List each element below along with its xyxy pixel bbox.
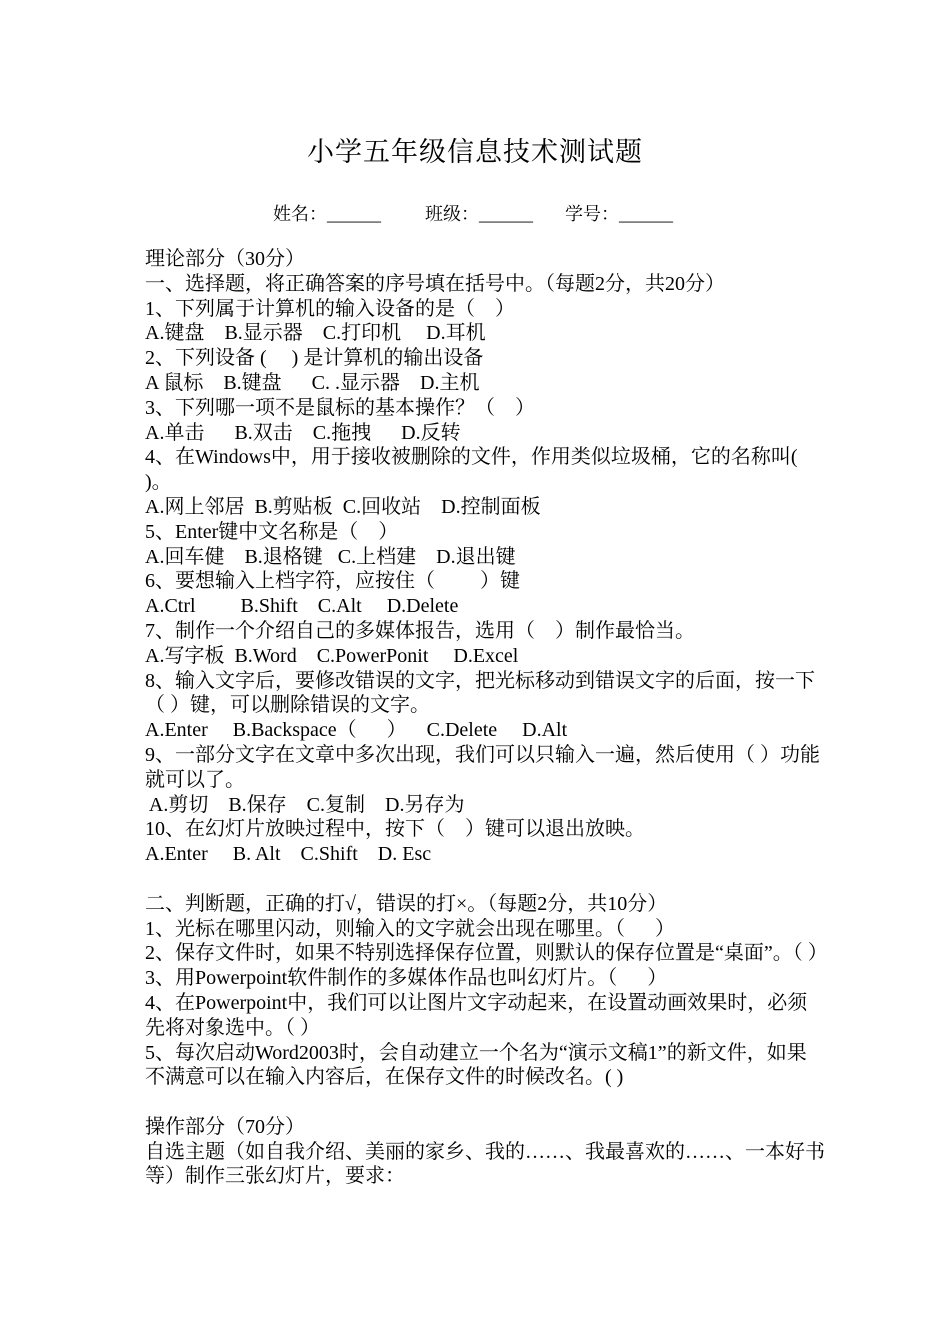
name-field: 姓名：______	[273, 204, 381, 224]
operation-header: 操作部分（70分）	[145, 1115, 305, 1138]
question-4: 4、在Windows中，用于接收被删除的文件，作用类似垃圾桶，它的名称叫( )。	[145, 446, 798, 494]
question-2: 2、下列设备 ( ) 是计算机的输出设备	[145, 347, 484, 370]
question-8: 8、输入文字后，要修改错误的文字，把光标移动到错误文字的后面，按一下（ ）键，可以删除错误的文字。	[145, 669, 815, 717]
page-title: 小学五年级信息技术测试题	[307, 137, 643, 167]
question-5-options: A.回车健 B.退格键 C.上档建 D.退出键	[145, 545, 516, 568]
question-10-options: A.Enter B. Alt C.Shift D. Esc	[145, 843, 432, 866]
question-7-options: A.写字板 B.Word C.PowerPonit D.Excel	[145, 644, 519, 667]
judge-1: 1、光标在哪里闪动，则输入的文字就会出现在哪里。（ ）	[145, 917, 675, 940]
id-field: 学号：______	[565, 204, 673, 224]
judge-header: 二、判断题，正确的打√，错误的打×。（每题2分，共10分）	[145, 892, 668, 915]
question-9-options: A.剪切 B.保存 C.复制 D.另存为	[145, 793, 465, 816]
exam-content	[145, 247, 828, 1189]
judge-3: 3、用Powerpoint软件制作的多媒体作品也叫幻灯片。（ ）	[145, 967, 668, 990]
judge-5: 5、每次启动Word2003时，会自动建立一个名为“演示文稿1”的新文件，如果不满意可以在输入内容后，在保存文件的时候改名。( )	[145, 1041, 807, 1089]
theory-header: 理论部分（30分）	[145, 248, 305, 270]
question-1-options: A.键盘 B.显示器 C.打印机 D.耳机	[145, 322, 486, 345]
question-2-options: A 鼠标 B.键盘 C. .显示器 D.主机	[145, 371, 480, 394]
question-3-options: A.单击 B.双击 C.拖拽 D.反转	[145, 421, 461, 444]
spacer	[145, 867, 825, 892]
question-1: 1、下列属于计算机的输入设备的是（ ）	[145, 297, 515, 320]
question-7: 7、制作一个介绍自己的多媒体报告，选用（ ）制作最恰当。	[145, 619, 695, 642]
class-field: 班级：______	[425, 204, 533, 224]
question-6-options: A.Ctrl B.Shift C.Alt D.Delete	[145, 595, 459, 618]
operation-text: 自选主题（如自我介绍、美丽的家乡、我的……、我最喜欢的……、一本好书等）制作三张幻灯片，要求：	[145, 1140, 825, 1188]
judge-4: 4、在Powerpoint中，我们可以让图片文字动起来，在设置动画效果时，必须先将对象选中。（ ）	[145, 991, 808, 1039]
question-8-options: A.Enter B.Backspace（ ） C.Delete D.Alt	[145, 719, 568, 742]
question-4-options: A.网上邻居 B.剪贴板 C.回收站 D.控制面板	[145, 495, 541, 518]
choice-header: 一、选择题，将正确答案的序号填在括号中。（每题2分，共20分）	[145, 272, 725, 295]
question-9: 9、一部分文字在文章中多次出现，我们可以只输入一遍，然后使用（ ）功能就可以了。	[145, 743, 820, 791]
judge-2: 2、保存文件时，如果不特别选择保存位置，则默认的保存位置是“桌面”。（ ）	[145, 942, 828, 965]
question-5: 5、Enter键中文名称是（ ）	[145, 520, 399, 543]
question-10: 10、在幻灯片放映过程中，按下（ ）键可以退出放映。	[145, 818, 645, 841]
question-3: 3、下列哪一项不是鼠标的基本操作？（ ）	[145, 396, 535, 419]
spacer	[145, 1090, 825, 1115]
student-info	[273, 200, 673, 226]
question-6: 6、要想输入上档字符，应按住（ ）键	[145, 570, 520, 593]
